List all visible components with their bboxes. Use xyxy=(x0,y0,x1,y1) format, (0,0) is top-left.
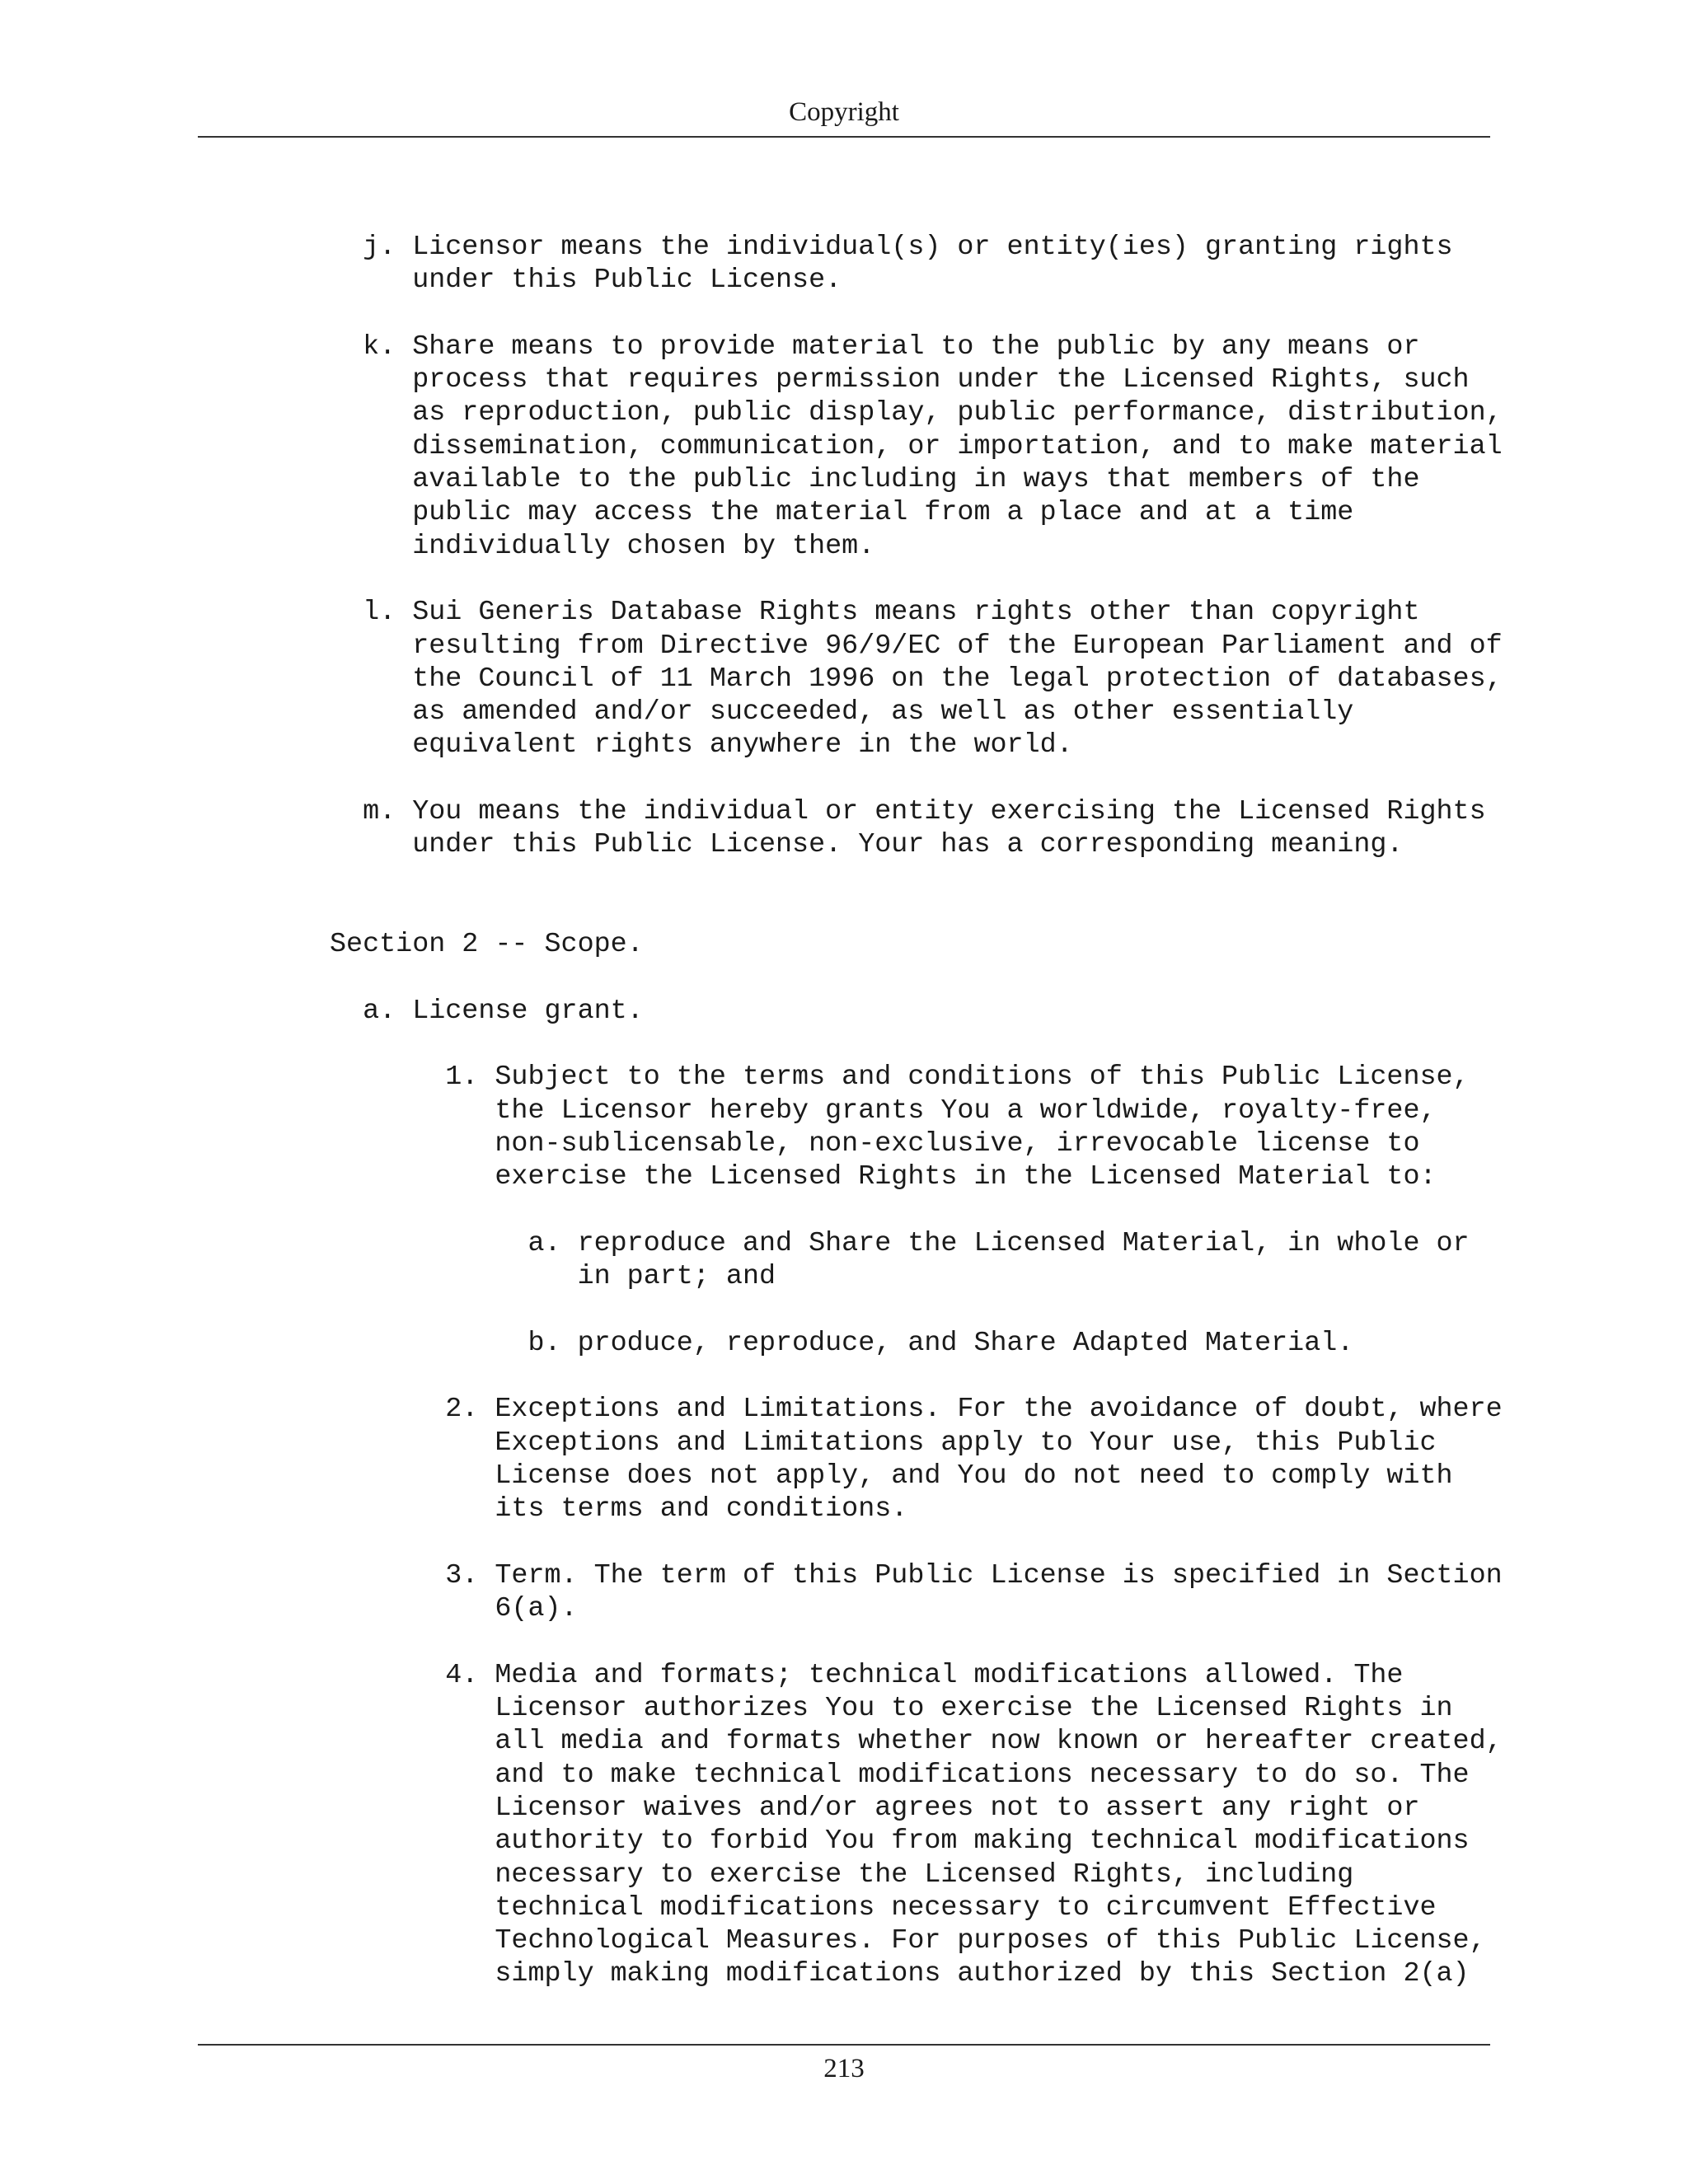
text-line: License does not apply, and You do not need to comply with xyxy=(330,1460,1453,1492)
text-line: as reproduction, public display, public performance, distribution, xyxy=(330,397,1503,429)
text-line: under this Public License. Your has a corresponding meaning. xyxy=(330,829,1404,861)
text-line xyxy=(330,1360,1525,1393)
text-line: 1. Subject to the terms and conditions of this Public License, xyxy=(330,1062,1470,1094)
text-line xyxy=(330,1526,1525,1559)
text-line: 6(a). xyxy=(330,1593,578,1625)
text-line: Exceptions and Limitations apply to Your use, this Public xyxy=(330,1427,1437,1459)
text-line: and to make technical modifications necessary to do so. The xyxy=(330,1759,1470,1791)
text-line: under this Public License. xyxy=(330,265,842,297)
text-line: process that requires permission under the Licensed Rights, such xyxy=(330,364,1470,396)
footer-divider xyxy=(198,2044,1490,2046)
text-line: authority to forbid You from making technical modifications xyxy=(330,1825,1470,1858)
text-line: dissemination, communication, or importation, and to make material xyxy=(330,430,1503,462)
text-line: 4. Media and formats; technical modifications allowed. The xyxy=(330,1659,1404,1691)
text-line xyxy=(330,862,1525,895)
text-line: the Licensor hereby grants You a worldwide, royalty-free, xyxy=(330,1094,1437,1127)
text-line xyxy=(330,762,1525,795)
text-line: m. You means the individual or entity exercising the Licensed Rights xyxy=(330,796,1486,828)
text-line xyxy=(330,1028,1525,1061)
text-line: Licensor waives and/or agrees not to assert any right or xyxy=(330,1792,1420,1824)
text-line: public may access the material from a place and at a time xyxy=(330,497,1354,529)
text-line: Technological Measures. For purposes of this Public License, xyxy=(330,1925,1486,1957)
page-header-title: Copyright xyxy=(789,97,899,127)
text-line: non-sublicensable, non-exclusive, irrevocable license to xyxy=(330,1128,1420,1160)
text-line: as amended and/or succeeded, as well as other essentially xyxy=(330,696,1354,729)
text-line: resulting from Directive 96/9/EC of the European Parliament and of xyxy=(330,630,1503,662)
text-line: necessary to exercise the Licensed Rights, including xyxy=(330,1858,1354,1891)
text-line xyxy=(330,1294,1525,1327)
text-line xyxy=(330,1625,1525,1658)
license-text-body xyxy=(330,231,1525,1991)
header-divider xyxy=(198,136,1490,138)
text-line xyxy=(330,1194,1525,1227)
text-line: the Council of 11 March 1996 on the legal protection of databases, xyxy=(330,663,1503,695)
text-line: k. Share means to provide material to the public by any means or xyxy=(330,330,1420,363)
text-line: j. Licensor means the individual(s) or entity(ies) granting rights xyxy=(330,232,1453,263)
text-line: Licensor authorizes You to exercise the Licensed Rights in xyxy=(330,1693,1453,1725)
text-line xyxy=(330,563,1525,596)
text-line: simply making modifications authorized by this Section 2(a) xyxy=(330,1958,1470,1990)
text-line: available to the public including in ways that members of the xyxy=(330,464,1420,496)
text-line: individually chosen by them. xyxy=(330,530,875,562)
text-line: 2. Exceptions and Limitations. For the avoidance of doubt, where xyxy=(330,1394,1503,1426)
text-line: its terms and conditions. xyxy=(330,1493,908,1526)
text-line: in part; and xyxy=(330,1261,776,1293)
text-line: 3. Term. The term of this Public License is specified in Section xyxy=(330,1559,1503,1591)
text-line: all media and formats whether now known or hereafter created, xyxy=(330,1726,1503,1758)
text-line xyxy=(330,962,1525,995)
text-line: a. License grant. xyxy=(330,995,644,1027)
page-number: 213 xyxy=(823,2054,865,2083)
text-line: Section 2 -- Scope. xyxy=(330,929,644,961)
text-line: b. produce, reproduce, and Share Adapted Material. xyxy=(330,1327,1354,1359)
text-line xyxy=(330,895,1525,928)
text-line: exercise the Licensed Rights in the Licensed Material to: xyxy=(330,1161,1437,1193)
text-line: technical modifications necessary to circumvent Effective xyxy=(330,1891,1437,1924)
text-line xyxy=(330,298,1525,330)
text-line: l. Sui Generis Database Rights means rights other than copyright xyxy=(330,597,1420,629)
text-line: equivalent rights anywhere in the world. xyxy=(330,729,1073,762)
text-line: a. reproduce and Share the Licensed Material, in whole or xyxy=(330,1227,1470,1259)
